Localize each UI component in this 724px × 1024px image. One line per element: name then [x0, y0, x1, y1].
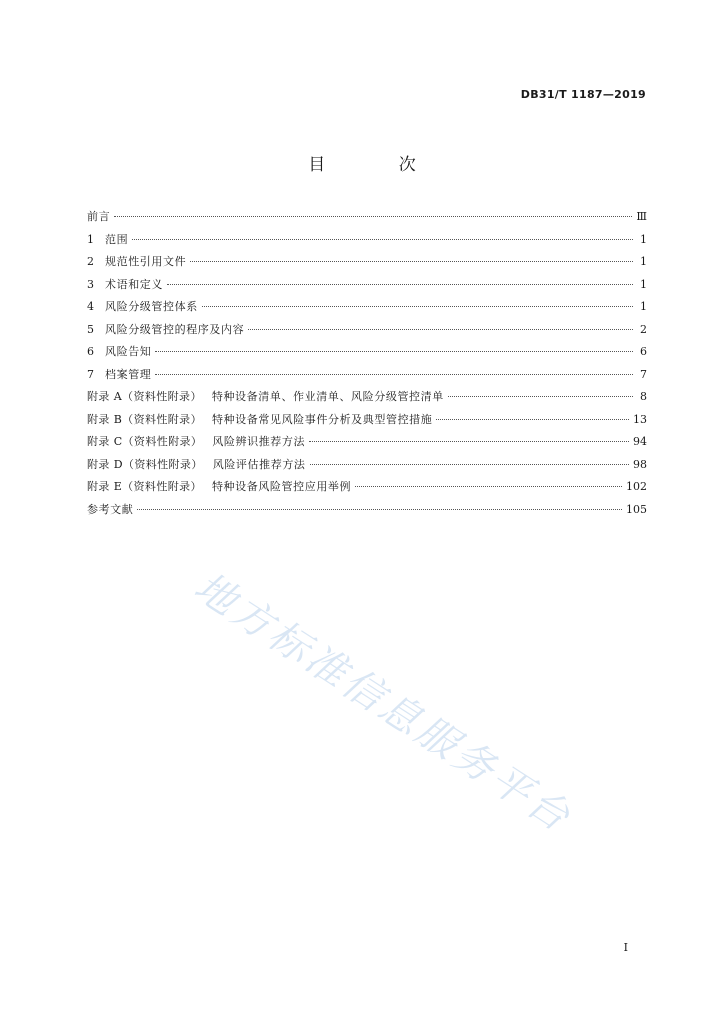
toc-appendix-tag: 附录 B（资料性附录）: [87, 412, 202, 426]
toc-entry-page: 2: [640, 322, 647, 336]
toc-appendix-tag: 附录 D（资料性附录）: [87, 457, 203, 471]
toc-entry-label: 档案管理: [105, 367, 152, 381]
toc-entry-appendix-e[interactable]: [87, 476, 647, 499]
toc-entry-label: 术语和定义: [105, 277, 163, 291]
toc-leader-dots: [355, 486, 622, 487]
toc-entry-number: 2: [87, 255, 94, 268]
toc-entry-label: 风险辨识推荐方法: [212, 435, 306, 448]
toc-entry-label: 风险评估推荐方法: [212, 457, 306, 471]
toc-entry-number: 3: [87, 277, 94, 291]
toc-leader-dots: [448, 396, 633, 397]
toc-entry-number: 6: [87, 345, 94, 358]
toc-entry-number: 5: [87, 322, 94, 336]
toc-leader-dots: [155, 351, 633, 352]
toc-entry-appendix-d[interactable]: [87, 454, 647, 477]
toc-leader-dots: [190, 261, 633, 262]
toc-entry-page: 1: [640, 232, 647, 246]
toc-leader-dots: [167, 284, 633, 285]
toc-entry-page: 102: [626, 480, 647, 493]
toc-entry-2[interactable]: [87, 251, 647, 274]
toc-leader-dots: [310, 464, 629, 465]
toc-entry-page: 8: [640, 390, 647, 403]
toc-entry-label: 风险分级管控的程序及内容: [105, 322, 245, 336]
toc-entry-label: 规范性引用文件: [105, 255, 187, 268]
table-of-contents: [87, 206, 647, 521]
toc-entry-1[interactable]: [87, 229, 647, 252]
toc-entry-page: 13: [633, 412, 647, 426]
toc-entry-page: 98: [633, 457, 647, 471]
toc-entry-appendix-b[interactable]: [87, 409, 647, 432]
toc-leader-dots: [309, 441, 629, 442]
toc-entry-appendix-a[interactable]: [87, 386, 647, 409]
toc-entry-label: 风险分级管控体系: [105, 300, 198, 313]
toc-entry-4[interactable]: [87, 296, 647, 319]
toc-entry-label: 范围: [105, 232, 129, 246]
toc-entry-number: 1: [87, 232, 94, 246]
toc-entry-page: 1: [640, 300, 647, 313]
toc-appendix-tag: 附录 E（资料性附录）: [87, 480, 202, 493]
toc-appendix-tag: 附录 A（资料性附录）: [87, 390, 202, 403]
toc-leader-dots: [202, 306, 633, 307]
toc-entry-page: 6: [640, 345, 647, 358]
toc-entry-foreword[interactable]: [87, 206, 647, 229]
document-code: DB31/T 1187—2019: [520, 88, 646, 101]
toc-entry-3[interactable]: [87, 274, 647, 297]
toc-entry-page: 1: [640, 255, 647, 268]
toc-leader-dots: [132, 239, 633, 240]
toc-entry-label: 特种设备风险管控应用举例: [211, 480, 352, 493]
toc-entry-number: 7: [87, 367, 94, 381]
toc-leader-dots: [436, 419, 629, 420]
toc-entry-label: 特种设备清单、作业清单、风险分级管控清单: [211, 390, 444, 403]
toc-entry-label: 特种设备常见风险事件分析及典型管控措施: [211, 412, 433, 426]
toc-entry-page: 7: [640, 367, 647, 381]
toc-entry-page: Ⅲ: [636, 210, 647, 223]
page-number: I: [623, 941, 628, 954]
toc-entry-label: 风险告知: [105, 345, 152, 358]
toc-leader-dots: [114, 216, 632, 217]
toc-entry-7[interactable]: [87, 364, 647, 387]
toc-entry-references[interactable]: [87, 499, 647, 522]
toc-appendix-tag: 附录 C（资料性附录）: [87, 435, 203, 448]
toc-leader-dots: [248, 329, 633, 330]
toc-leader-dots: [155, 374, 633, 375]
toc-entry-number: 4: [87, 300, 94, 313]
toc-entry-5[interactable]: [87, 319, 647, 342]
toc-entry-label: 参考文献: [87, 502, 134, 516]
page-title: 目 次: [308, 155, 450, 175]
toc-leader-dots: [137, 509, 622, 510]
watermark: 地方标准信息服务平台: [186, 563, 581, 843]
toc-entry-page: 94: [633, 435, 647, 448]
toc-entry-page: 105: [626, 502, 647, 516]
toc-entry-appendix-c[interactable]: [87, 431, 647, 454]
toc-entry-6[interactable]: [87, 341, 647, 364]
toc-entry-label: 前言: [87, 210, 111, 223]
toc-entry-page: 1: [640, 277, 647, 291]
